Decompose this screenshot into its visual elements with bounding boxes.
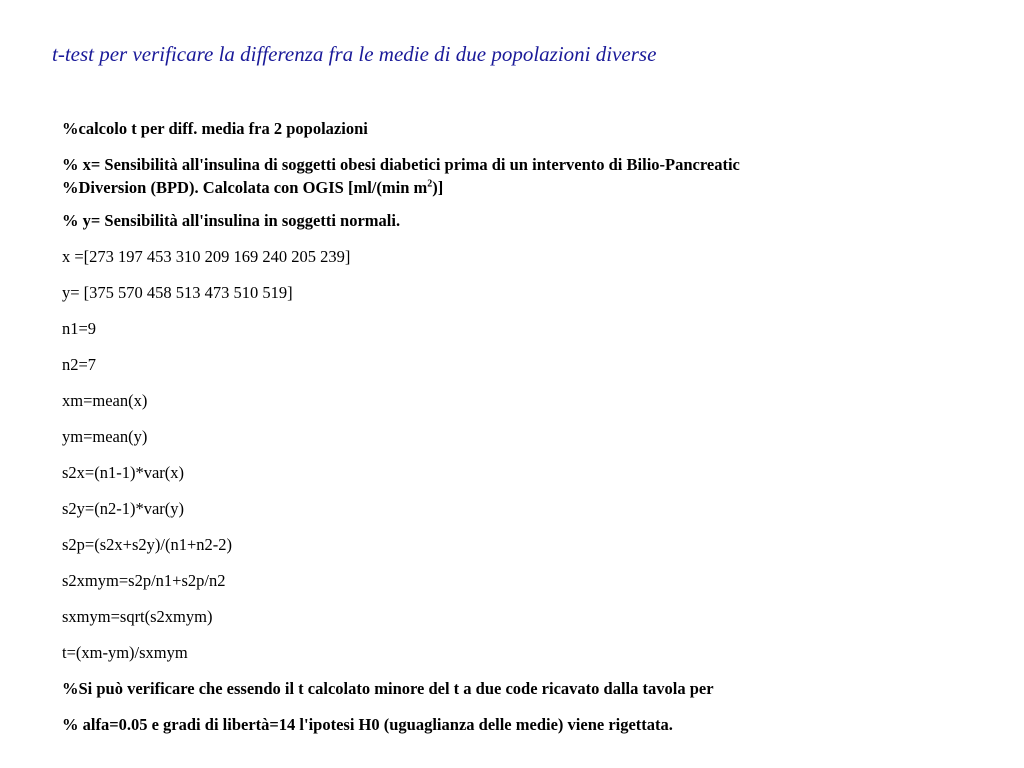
code-line: t=(xm-ym)/sxmym — [62, 643, 188, 662]
code-line: x =[273 197 453 310 209 169 240 205 239] — [62, 247, 351, 266]
code-line: ym=mean(y) — [62, 427, 148, 446]
code-line: xm=mean(x) — [62, 391, 148, 410]
comment-line-part: % x= Sensibilità all'insulina di soggetti obesi diabetici prima di un intervento di Bilio-Pancreatic — [62, 155, 740, 174]
code-line: n1=9 — [62, 319, 97, 338]
comment-line: % y= Sensibilità all'insulina in soggetti normali. — [62, 211, 401, 230]
slide-title: t-test per verificare la differenza fra le medie di due popolazioni diverse — [52, 42, 657, 66]
code-line: y= [375 570 458 513 473 510 519] — [62, 283, 293, 302]
comment-line: %calcolo t per diff. media fra 2 popolazioni — [62, 119, 368, 138]
superscript: 2 — [427, 178, 433, 190]
comment-line-part: )] — [432, 178, 444, 197]
comment-line: %Si può verificare che essendo il t calcolato minore del t a due code ricavato dalla tavola per — [62, 679, 714, 698]
code-line: n2=7 — [62, 355, 97, 374]
code-line: s2xmym=s2p/n1+s2p/n2 — [62, 571, 226, 590]
comment-line: % alfa=0.05 e gradi di libertà=14 l'ipotesi H0 (uguaglianza delle medie) viene rigettata. — [62, 715, 673, 734]
code-line: s2p=(s2x+s2y)/(n1+n2-2) — [62, 535, 232, 554]
code-line: sxmym=sqrt(s2xmym) — [62, 607, 213, 626]
code-line: s2y=(n2-1)*var(y) — [62, 499, 185, 518]
comment-line — [62, 153, 962, 199]
comment-line-part: %Diversion (BPD). Calcolata con OGIS [ml/(min m — [62, 178, 428, 197]
code-line: s2x=(n1-1)*var(x) — [62, 463, 185, 482]
matlab-code-block — [62, 117, 962, 749]
